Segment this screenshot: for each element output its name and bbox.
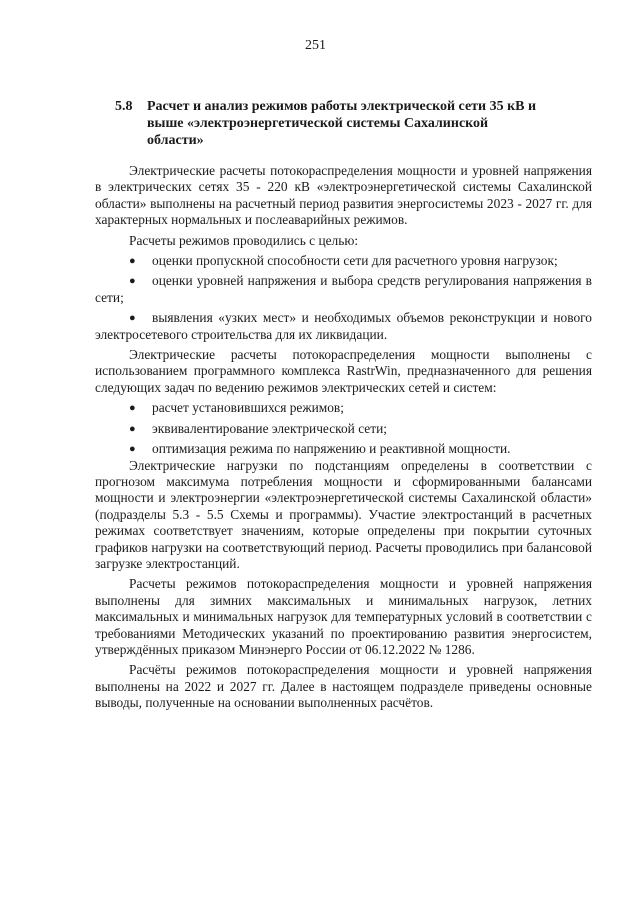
list-item: ● эквивалентирование электрической сети;: [129, 420, 387, 436]
paragraph-2: Расчеты режимов проводились с целью:: [129, 232, 359, 248]
bullet-icon: ●: [129, 402, 136, 415]
section-title: Расчет и анализ режимов работы электрической сети 35 кВ и выше «электроэнергетической системы Сахалинской области»: [147, 99, 537, 148]
list-item: ● оценки уровней напряжения и выбора средств регулирования напряжения в сети;: [95, 273, 592, 305]
document-body: [95, 163, 592, 716]
bullet-icon: ●: [129, 312, 136, 325]
list-item: ● оценки пропускной способности сети для расчетного уровня нагрузок;: [129, 253, 558, 269]
list-item: ● оптимизация режима по напряжению и реактивной мощности.: [129, 441, 511, 457]
bullet-icon: ●: [129, 422, 136, 435]
paragraph-5: Расчеты режимов потокораспределения мощности и уровней напряжения выполнены для зимних максимальных и минимальных нагрузок, летних максимальных и минимальных нагрузок для температурных условий в соответствии с требованиями Методических указаний по проектированию развития энергосистем, утверждённых приказом Минэнерго России от 06.12.2022 № 1286.: [95, 576, 592, 657]
section-number: 5.8: [115, 99, 133, 114]
page-number: 251: [305, 38, 326, 53]
section-heading: [115, 98, 545, 149]
list-item: ● выявления «узких мест» и необходимых объемов реконструкции и нового электросетевого строительства для их ликвидации.: [95, 310, 592, 342]
list-item: ● расчет установившихся режимов;: [129, 400, 344, 416]
bullet-icon: ●: [129, 275, 136, 288]
paragraph-1: Электрические расчеты потокораспределения мощности и уровней напряжения в электрических сетях 35 - 220 кВ «электроэнергетической системы Сахалинской области» выполнены на расчетный период развития энергосистемы 2023 - 2027 гг. для характерных нормальных и послеаварийных режимов.: [95, 163, 592, 228]
bullet-icon: ●: [129, 443, 136, 456]
paragraph-3: Электрические расчеты потокораспределения мощности выполнены с использованием программного комплекса RastrWin, предназначенного для решения следующих задач по ведению режимов электрических сетей и систем:: [95, 347, 592, 395]
paragraph-4: Электрические нагрузки по подстанциям определены в соответствии с прогнозом максимума потребления мощности и сформированными балансами мощности и электроэнергии «электроэнергетической системы Сахалинской области» (подразделы 5.3 - 5.5 Схемы и программы). Участие электростанций в расчетных режимах соответствует значениям, которые определены при покрытии суточных графиков нагрузки на соответствующий период. Расчеты проводились при балансовой загрузке электростанций.: [95, 457, 592, 571]
bullet-icon: ●: [129, 255, 136, 268]
paragraph-6: Расчёты режимов потокораспределения мощности и уровней напряжения выполнены на 2022 и 2027 гг. Далее в настоящем подразделе приведены основные выводы, полученные на основании выполненных расчётов.: [95, 662, 592, 711]
